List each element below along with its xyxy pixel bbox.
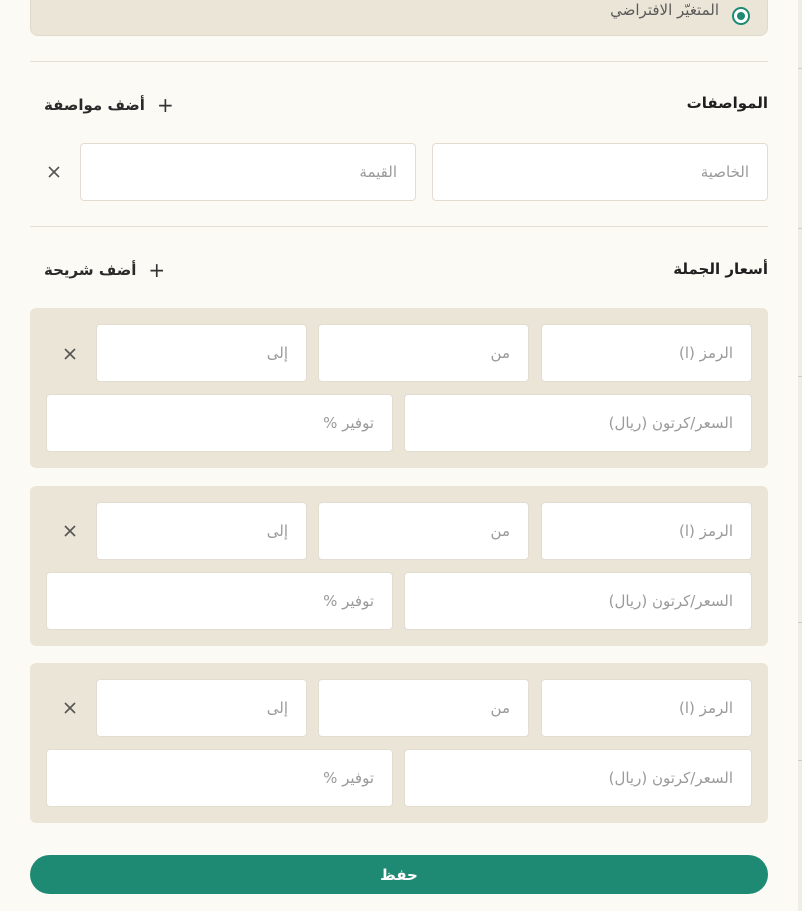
tier-symbol-input[interactable] xyxy=(541,324,752,382)
tier-saving-input[interactable] xyxy=(46,572,393,630)
default-variant-radio[interactable] xyxy=(732,7,750,25)
tier-price-input[interactable] xyxy=(404,749,752,807)
tier-saving-input[interactable] xyxy=(46,749,393,807)
tier-price-input[interactable] xyxy=(404,572,752,630)
add-tier-button[interactable] xyxy=(44,258,165,282)
tier-price-input[interactable] xyxy=(404,394,752,452)
plus-icon: + xyxy=(148,258,166,282)
default-variant-bar xyxy=(30,0,768,36)
divider xyxy=(30,61,768,62)
plus-icon: + xyxy=(156,93,174,117)
remove-tier-close-icon[interactable] xyxy=(60,344,80,364)
wholesale-title: أسعار الجملة xyxy=(673,260,768,278)
tier-from-input[interactable] xyxy=(318,679,529,737)
default-variant-label: المتغيّر الافتراضي xyxy=(610,1,719,19)
wholesale-tier-card xyxy=(30,663,768,823)
add-tier-label: أضف شريحة xyxy=(44,261,137,279)
tier-to-input[interactable] xyxy=(96,502,307,560)
save-button[interactable]: حفظ xyxy=(30,855,768,894)
tier-symbol-input[interactable] xyxy=(541,502,752,560)
remove-tier-close-icon[interactable] xyxy=(60,521,80,541)
add-spec-label: أضف مواصفة xyxy=(44,96,145,114)
remove-spec-close-icon[interactable] xyxy=(44,162,64,182)
tier-to-input[interactable] xyxy=(96,679,307,737)
add-spec-button[interactable] xyxy=(44,93,174,117)
tier-saving-input[interactable] xyxy=(46,394,393,452)
spec-value-input[interactable] xyxy=(80,143,416,201)
wholesale-tier-card xyxy=(30,308,768,468)
tier-symbol-input[interactable] xyxy=(541,679,752,737)
spec-property-input[interactable] xyxy=(432,143,768,201)
right-edge-strip xyxy=(798,0,802,911)
wholesale-tier-card xyxy=(30,486,768,646)
tier-from-input[interactable] xyxy=(318,502,529,560)
tier-from-input[interactable] xyxy=(318,324,529,382)
specs-title: المواصفات xyxy=(686,94,768,112)
remove-tier-close-icon[interactable] xyxy=(60,698,80,718)
divider xyxy=(30,226,768,227)
tier-to-input[interactable] xyxy=(96,324,307,382)
